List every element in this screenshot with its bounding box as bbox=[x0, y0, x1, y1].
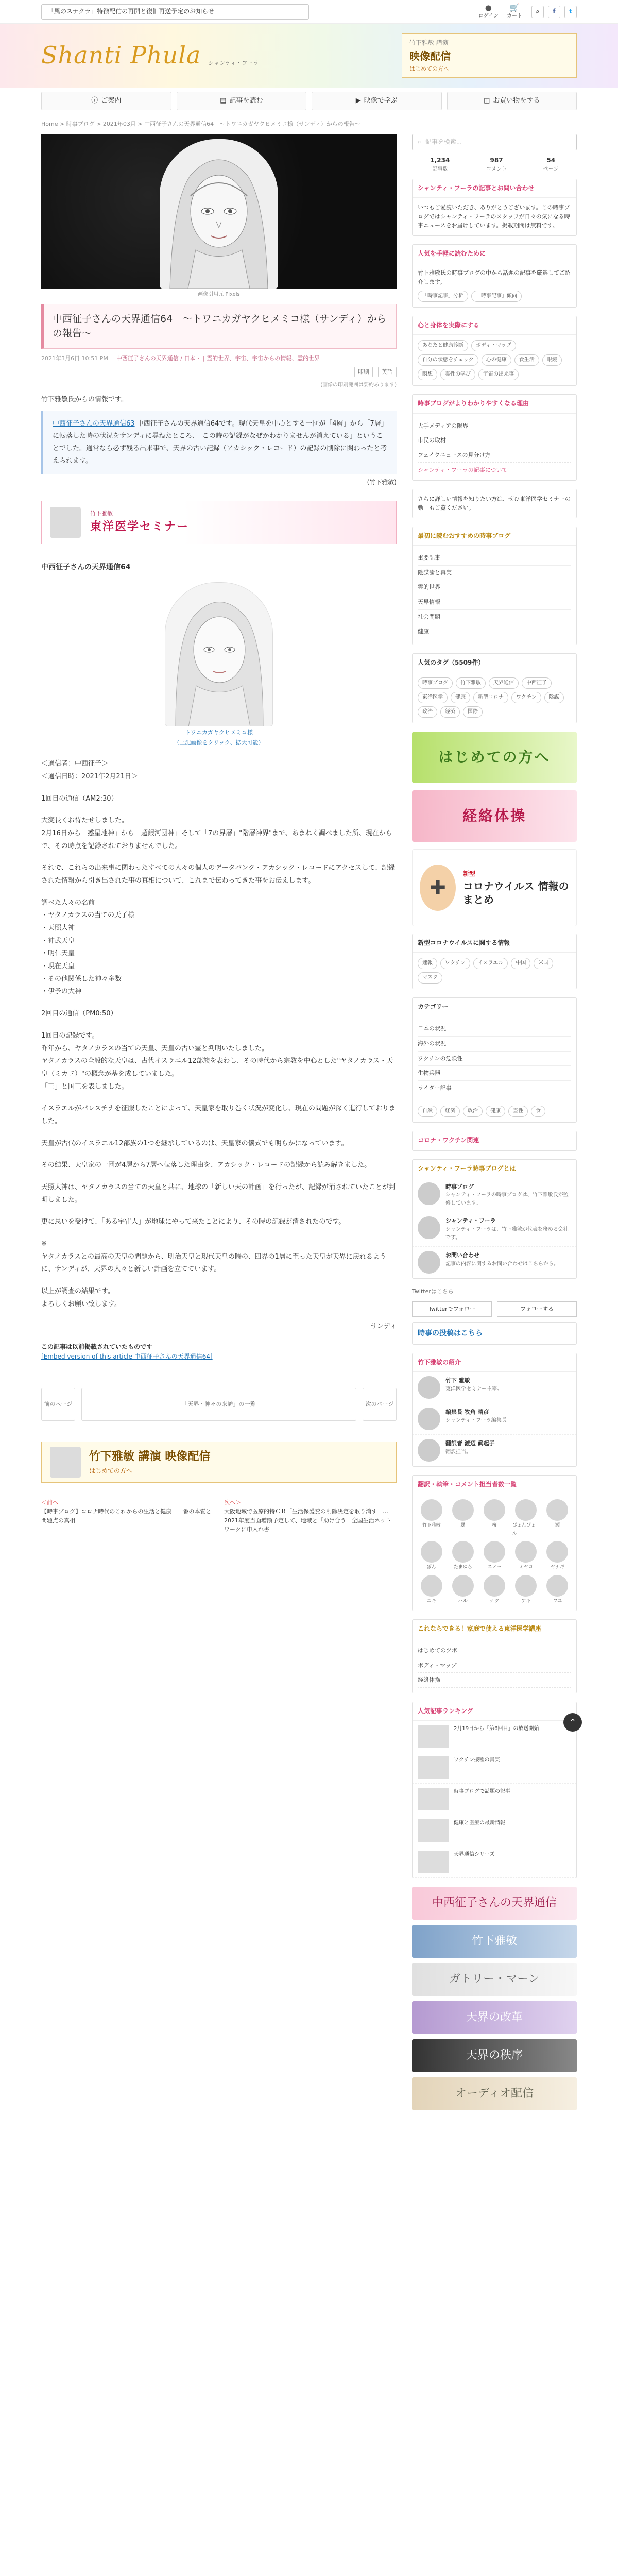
pager bbox=[41, 1388, 397, 1421]
twitter-title: Twitterはこちら bbox=[412, 1287, 454, 1295]
tag-chip[interactable]: 天界通信 bbox=[489, 677, 519, 689]
site-stats: 1,234 記事数 987 コメント 54 ページ bbox=[430, 156, 559, 172]
prev-page-button[interactable]: 前のページ bbox=[41, 1388, 75, 1421]
user-icon: ● bbox=[485, 3, 492, 12]
next-article-link[interactable]: 次へ＞ 大阪地域で医療的特ＣＲ「生活保護費の削除決定を取り消す」…2021年度当面増額予定して、地域と「助け合う」全国生活ネットワークに申入れ書 bbox=[224, 1499, 391, 1533]
feature-item[interactable]: フェイクニュースの見分け方 bbox=[418, 448, 571, 463]
font-button[interactable]: 英語 bbox=[378, 367, 397, 377]
source-block bbox=[41, 1342, 397, 1362]
cat2-item[interactable]: 生物兵器 bbox=[418, 1066, 571, 1081]
author-item[interactable]: 編集長 牧角 晴彦 シャンティ・フーラ編集長。 bbox=[413, 1403, 576, 1435]
covid-tag[interactable]: 速報 bbox=[418, 958, 437, 969]
follow-button[interactable]: フォローする bbox=[497, 1301, 577, 1317]
kokoro-chip[interactable]: 心の健康 bbox=[482, 354, 511, 366]
bottom-banner[interactable]: 竹下雅敏 bbox=[412, 1925, 577, 1958]
cat-item[interactable]: 天界情報 bbox=[418, 595, 571, 610]
search-icon: ⌕ bbox=[418, 138, 421, 145]
popular-item[interactable]: ワクチン接種の真実 bbox=[413, 1752, 576, 1784]
cat2-item[interactable]: ワクチンの危険性 bbox=[418, 1052, 571, 1066]
article-categories[interactable]: 中西征子さんの天界通信 / 日本・ | 霊的世界、宇宙、宇宙からの情報、霊的世界 bbox=[116, 354, 320, 362]
writer-item[interactable]: 瀬 bbox=[544, 1499, 571, 1537]
quote-link[interactable]: 中西征子さんの天界通信63 bbox=[53, 419, 135, 428]
writer-item[interactable]: アキ bbox=[512, 1575, 540, 1605]
seminar-photo bbox=[50, 507, 81, 538]
tag-chip[interactable]: 政治 bbox=[418, 706, 437, 718]
kokoro-chip[interactable]: 宇宙の出来事 bbox=[478, 369, 519, 380]
info-icon: ⓘ bbox=[91, 96, 98, 105]
topbar bbox=[0, 0, 618, 24]
body-paragraph: 更に思いを受けて、「ある宇宙人」が地球にやって来たことにより、その時の記録が消されたのです。 bbox=[41, 1218, 346, 1226]
search-input[interactable]: ⌕ 記事を検索... bbox=[412, 134, 577, 150]
writer-item[interactable]: ぽん bbox=[418, 1541, 445, 1571]
official-thumb bbox=[418, 1182, 440, 1205]
article-tools bbox=[41, 367, 397, 377]
keiraku-banner[interactable]: 経絡体操 bbox=[412, 790, 577, 842]
covid-tag[interactable]: マスク bbox=[418, 972, 442, 984]
kokoro-chip[interactable]: あなたと健康診断 bbox=[418, 340, 468, 351]
article-title-box bbox=[41, 304, 397, 349]
covid-tag[interactable]: 中国 bbox=[511, 958, 530, 969]
final-sign: サンディ bbox=[370, 1322, 397, 1330]
cat-box: 最初に読むおすすめの時事ブログ 重要記事 陰謀論と真実 霊的世界 天界情報 社会問題 健康 bbox=[412, 527, 577, 645]
writers-box: 翻訳・執筆・コメント担当者数一覧 竹下雅敏 翠 桜 ぴょんぴょん 瀬 ぽん たまゆら スノー ミヤコ ヤナギ ユキ ハル ナツ アキ フユ bbox=[412, 1475, 577, 1611]
section-title: 中西征子さんの天界通信64 bbox=[41, 563, 131, 571]
cat2-tag[interactable]: 経済 bbox=[440, 1106, 460, 1117]
tag-chip[interactable]: 竹下雅敏 bbox=[456, 677, 486, 689]
article-title: 中西征子さんの天界通信64 〜トワニカガヤクヒメミコ様（サンディ）からの報告〜 bbox=[53, 313, 387, 340]
body-paragraph: 天皇が古代のイスラエル12部族の1つを継承しているのは、天皇家の儀式でも明らかになっています。 bbox=[41, 1139, 348, 1147]
body-paragraph: 調べた人々の名前 ・ヤタノカラスの当ての天子様 ・天照大神 ・神武天皇 ・明仁天皇 ・現在天皇 ・その他関係した神々多数 ・伊予の大神 bbox=[41, 899, 134, 996]
feature-item[interactable]: 市民の取材 bbox=[418, 433, 571, 448]
writer-item[interactable]: 竹下雅敏 bbox=[418, 1499, 445, 1537]
avatar bbox=[418, 1376, 440, 1399]
tag-chip[interactable]: 健康 bbox=[451, 692, 470, 703]
popular-box: 人気記事ランキング 2月19日から「第6回目」の放送開始 ワクチン接種の真実 時事ブログで話題の記事 健康と医療の最新情報 天界通信シリーズ bbox=[412, 1702, 577, 1878]
body-paragraph: 1回目の記録です。 昨年から、ヤタノカラスの当ての天皇、天皇の古い霊と判明いたしました。 ヤタノカラスの全般的な天皇は、古代イスラエル12部族を表わし、その時代から宗教を中心とした"ヤタノカラス・天皇（ミカド）"の概念が基を成していました。 「王」と国王を表しました。 bbox=[41, 1031, 393, 1091]
twitter-follow-button[interactable]: Twitterでフォロー bbox=[412, 1301, 492, 1317]
source-link[interactable]: [Embed version of this article 中西征子さんの天界通信64] bbox=[41, 1353, 213, 1361]
kokoro-chip[interactable]: 瞑想 bbox=[418, 369, 437, 380]
recommend-chip[interactable]: 「時事記事」分析 bbox=[418, 291, 468, 302]
tag-chip[interactable]: 国際 bbox=[463, 706, 483, 718]
covid-box: 新型コロナウイルスに関する情報 速報 ワクチン イスラエル 中国 米国 マスク bbox=[412, 934, 577, 989]
covid-tag[interactable]: ワクチン bbox=[440, 958, 470, 969]
official-thumb bbox=[418, 1251, 440, 1274]
writer-item[interactable]: スノー bbox=[480, 1541, 508, 1571]
notice-bar[interactable]: 「風のスナクラ」特徴配信の再開と復旧再送予定のお知らせ bbox=[41, 4, 309, 19]
writer-item[interactable]: フユ bbox=[544, 1575, 571, 1605]
hero-image bbox=[41, 134, 397, 289]
article-lead: 竹下雅敏氏からの情報です。 bbox=[41, 395, 128, 403]
avatar bbox=[418, 1408, 440, 1430]
tag-chip[interactable]: 時事ブログ bbox=[418, 677, 453, 689]
author-item[interactable]: 竹下 雅敏 東洋医学セミナー主宰。 bbox=[413, 1372, 576, 1403]
book-icon: ▤ bbox=[220, 96, 227, 105]
bottom-banner[interactable]: ガトリー・マーン bbox=[412, 1963, 577, 1996]
covid-banner[interactable]: ✚ 新型 コロナウイルス 情報のまとめ bbox=[412, 849, 577, 926]
article-date: 2021年3月6日 10:51 PM bbox=[41, 354, 108, 362]
search-icon[interactable]: ⌕ bbox=[531, 6, 544, 18]
cat2-tag[interactable]: 健康 bbox=[486, 1106, 505, 1117]
hero-caption: 画像引用元 Pixels bbox=[198, 291, 240, 297]
print-button[interactable]: 印刷 bbox=[354, 367, 373, 377]
official-item[interactable]: シャンティ・フーラ シャンティ・フーラは、竹下雅敏が代表を務める会社です。 bbox=[413, 1212, 576, 1247]
official-box: シャンティ・フーラ時事ブログとは 時事ブログ シャンティ・フーラの時事ブログは、竹下雅敏氏が監修しています。 シャンティ・フーラ シャンティ・フーラは、竹下雅敏が代表を務める会社です。 お問い合わせ 記事の内容に関するお問い合わせはこちらから。 bbox=[412, 1159, 577, 1279]
shanti-note[interactable]: シャンティ・フーラの記事について bbox=[418, 467, 508, 474]
chevron-up-icon: ⌃ bbox=[569, 1717, 576, 1727]
seminar-banner[interactable]: 竹下雅敏 東洋医学セミナー bbox=[41, 501, 397, 544]
cat-item[interactable]: 霊的世界 bbox=[418, 580, 571, 595]
kokoro-chip[interactable]: 自分の状態をチェック bbox=[418, 354, 478, 366]
cat2-item[interactable]: ライダー記事 bbox=[418, 1081, 571, 1096]
bottom-banner[interactable]: 天界の改革 bbox=[412, 2001, 577, 2034]
cat2-tag[interactable]: 政治 bbox=[463, 1106, 483, 1117]
cat-item[interactable]: 重要記事 bbox=[418, 551, 571, 566]
article-meta bbox=[41, 354, 397, 363]
kokoro-chip[interactable]: 眼鏡 bbox=[542, 354, 562, 366]
editor-quote bbox=[41, 411, 397, 474]
recommend-chip[interactable]: 「時事記事」傾向 bbox=[471, 291, 522, 302]
prev-article-link[interactable]: ＜前へ 【時事ブログ】コロナ時代のこれからの生活と健康 一番の本質と問題点の真相 bbox=[41, 1499, 212, 1524]
body-paragraph: 2回目の通信（PM0:50） bbox=[41, 1010, 117, 1018]
shop-icon: ◫ bbox=[484, 96, 490, 105]
quote-sign: (竹下雅敏) bbox=[367, 478, 397, 486]
list-page-button[interactable]: 「天界・神々の来訪」の一覧 bbox=[81, 1388, 356, 1421]
recommend-box: 人気を手軽に読むために 竹下雅敏氏の時事ブログの中から話題の記事を厳選してご紹介します。 「時事記事」分析 「時事記事」傾向 bbox=[412, 244, 577, 308]
article-figure bbox=[41, 582, 397, 747]
article-column bbox=[41, 134, 397, 1534]
body-paragraph: それで、これらの出来事に関わったすべての人々の個人のデータバンク・アカシック・レコードにアクセスして、記録された情報から引き出された事の真相について、これまで伝わってきた事をお伝えします。 bbox=[41, 864, 395, 885]
writer-item[interactable]: ユキ bbox=[418, 1575, 445, 1605]
main-nav bbox=[0, 88, 618, 114]
cat-item[interactable]: 社会問題 bbox=[418, 610, 571, 625]
tag-chip[interactable]: 新型コロナ bbox=[473, 692, 508, 703]
body-paragraph: その結果、天皇家の一団が4層から7層へ転落した理由を、アカシック・レコードの記録から読み解きました。 bbox=[41, 1161, 371, 1170]
intro-box: シャンティ・フーラの記事とお問い合わせ いつもご愛読いただき、ありがとうございます。この時事ブログではシャンティ・フーラのスタッフが日々の気になる時事ニュースをお届けしています。掲載期間は無料です。 bbox=[412, 179, 577, 236]
beginners-banner[interactable]: はじめての方へ bbox=[412, 732, 577, 783]
body-paragraph: ＜通信者：中西征子＞ ＜通信日時：2021年2月21日＞ bbox=[41, 760, 138, 781]
bottom-banner[interactable]: 中西征子さんの天界通信 bbox=[412, 1887, 577, 1920]
official-item[interactable]: 時事ブログ シャンティ・フーラの時事ブログは、竹下雅敏氏が監修しています。 bbox=[413, 1178, 576, 1213]
kokoro-chip[interactable]: ボディ・マップ bbox=[471, 340, 516, 351]
dvd-item[interactable]: 経絡体操 bbox=[418, 1673, 571, 1688]
notice-box: さらに詳しい情報を知りたい方は、ぜひ東洋医学セミナーの動画もご覧ください。 bbox=[412, 489, 577, 518]
tag-chip[interactable]: ワクチン bbox=[511, 692, 541, 703]
next-page-button[interactable]: 次のページ bbox=[363, 1388, 397, 1421]
official-thumb bbox=[418, 1216, 440, 1239]
figure-image[interactable] bbox=[165, 582, 273, 726]
header-banner[interactable]: 竹下雅敏 講演 映像配信 はじめての方へ bbox=[402, 33, 577, 78]
features-box: 時事ブログがよりわかりやすくなる理由 大手メディアの限界 市民の取材 フェイクニュースの見分け方 シャンティ・フーラの記事について bbox=[412, 394, 577, 481]
kokoro-chip[interactable]: 食生活 bbox=[514, 354, 539, 366]
writer-item[interactable]: 桜 bbox=[480, 1499, 508, 1537]
cart-icon: 🛒 bbox=[509, 3, 520, 12]
author-item[interactable]: 翻訳者 渡辺 眞起子 翻訳担当。 bbox=[413, 1435, 576, 1466]
popular-item[interactable]: 天界通信シリーズ bbox=[413, 1846, 576, 1878]
kokoro-box: 心と身体を実際にする あなたと健康診断 ボディ・マップ 自分の状態をチェック 心の健康 食生活 眼鏡 瞑想 霊性の学び 宇宙の出来事 bbox=[412, 316, 577, 386]
article-body bbox=[41, 758, 397, 1333]
video-icon: ▶ bbox=[355, 96, 361, 105]
writer-item[interactable]: ヤナギ bbox=[544, 1541, 571, 1571]
cat2-tag[interactable]: 食 bbox=[531, 1106, 545, 1117]
cat2-tag[interactable]: 自然 bbox=[418, 1106, 437, 1117]
dvd-item[interactable]: はじめてのツボ bbox=[418, 1643, 571, 1658]
body-paragraph: ※ ヤタノカラスとの最高の天皇の問題から、明治天皇と現代天皇の時の、四界の1層に至った天皇が天界に戻れるように、サンディが、天界の人々と新しい計画を立てています。 bbox=[41, 1240, 386, 1274]
sidebar bbox=[412, 134, 577, 2115]
tag-box: 人気のタグ（5509件） 時事ブログ 竹下雅敏 天界通信 中西征子 東洋医学 健康 新型コロナ ワクチン 陰謀 政治 経済 国際 bbox=[412, 653, 577, 723]
writer-item[interactable]: ぴょんぴょん bbox=[512, 1499, 540, 1537]
scroll-top-button[interactable] bbox=[563, 1713, 582, 1732]
tag-chip[interactable]: 東洋医学 bbox=[418, 692, 448, 703]
popular-item[interactable]: 2月19日から「第6回目」の放送開始 bbox=[413, 1721, 576, 1752]
covid-tag[interactable]: イスラエル bbox=[473, 958, 508, 969]
quote-text: 中西征子さんの天界通信64です。現代天皇を中心とする一団が「4層」から「7層」に転落した時の状況をサンディに尋ねたところ、「この時の記録がなぜかわかりませんが消えている」ということでした。通常なら必ず残る出来事で、天界の古い記録（アカシック・レコード）の記録の削除に関わったと考えられます。 bbox=[53, 419, 387, 465]
avatar bbox=[418, 1439, 440, 1462]
bottom-banner[interactable]: 天界の秩序 bbox=[412, 2039, 577, 2072]
nav-guide[interactable]: ⓘ ご案内 bbox=[41, 92, 171, 110]
cat3-box: コロナ・ワクチン関連 bbox=[412, 1131, 577, 1150]
facebook-icon[interactable]: f bbox=[548, 6, 560, 18]
tag-chip[interactable]: 中西征子 bbox=[522, 677, 552, 689]
writer-item[interactable]: たまゆら bbox=[449, 1541, 476, 1571]
figure-caption-2[interactable]: （上記画像をクリック、拡大可能） bbox=[174, 739, 264, 746]
feature-item[interactable]: 大手メディアの限界 bbox=[418, 419, 571, 434]
popular-item[interactable]: 時事ブログで話題の記事 bbox=[413, 1784, 576, 1815]
prev-next-links bbox=[41, 1498, 397, 1534]
dvd-item[interactable]: ボディ・マップ bbox=[418, 1658, 571, 1673]
login-button[interactable]: ● ログイン bbox=[478, 3, 499, 19]
cat2-tag[interactable]: 霊性 bbox=[508, 1106, 528, 1117]
doctor-icon: ✚ bbox=[420, 865, 456, 911]
writer-item[interactable]: ハル bbox=[449, 1575, 476, 1605]
cat-item[interactable]: 健康 bbox=[418, 624, 571, 639]
official-item[interactable]: お問い合わせ 記事の内容に関するお問い合わせはこちらから。 bbox=[413, 1247, 576, 1278]
popular-item[interactable]: 健康と医療の最新情報 bbox=[413, 1815, 576, 1846]
cat-item[interactable]: 陰謀論と真実 bbox=[418, 566, 571, 581]
twitter-icon[interactable]: t bbox=[564, 6, 577, 18]
feed-banner[interactable]: 時事の投稿はこちら bbox=[412, 1322, 577, 1345]
writer-item[interactable]: 翠 bbox=[449, 1499, 476, 1537]
cat2-box: カテゴリー 日本の状況 海外の状況 ワクチンの危険性 生物兵器 ライダー記事 自然 経済 政治 健康 霊性 食 bbox=[412, 997, 577, 1123]
video-banner[interactable]: 竹下雅敏 講演 映像配信 はじめての方へ bbox=[41, 1442, 397, 1483]
print-note: (画像の印刷範囲は要約あります) bbox=[320, 382, 397, 388]
author-box: 竹下雅敏の紹介 竹下 雅敏 東洋医学セミナー主宰。 編集長 牧角 晴彦 シャンティ・フーラ編集長。 翻訳者 渡辺 眞起子 翻訳担当。 bbox=[412, 1353, 577, 1467]
body-paragraph: 大変長くお待たせしました。 2月16日から「惑星地神」から「超銀河団神」そして「7の界層」"階層神界"まで、あまねく調べました所、現在からで、その時点を記録されておりませんでした。 bbox=[41, 817, 392, 850]
breadcrumb[interactable]: Home > 時事ブログ > 2021年03月 > 中西征子さんの天界通信64 〜トワニカガヤクヒメミコ様（サンディ）からの報告〜 bbox=[41, 121, 360, 127]
video-banner-photo bbox=[50, 1447, 81, 1478]
tag-chip[interactable]: 経済 bbox=[440, 706, 460, 718]
dvd-box: これならできる！家庭で使える東洋医学講座 はじめてのツボ ボディ・マップ 経絡体操 bbox=[412, 1619, 577, 1693]
cat2-item[interactable]: 海外の状況 bbox=[418, 1037, 571, 1052]
site-header bbox=[0, 24, 618, 88]
nav-shop[interactable]: ◫ お買い物をする bbox=[447, 92, 577, 110]
follow-buttons bbox=[412, 1301, 577, 1317]
tag-chip[interactable]: 陰謀 bbox=[544, 692, 564, 703]
body-paragraph: イスラエルがパレスチナを征服したことによって、天皇家を取り巻く状況が変化し、現在の問題が深く進行しておりました。 bbox=[41, 1105, 396, 1125]
figure-caption-1[interactable]: トワニカガヤクヒメミコ様 bbox=[185, 729, 253, 736]
nav-read[interactable]: ▤ 記事を読む bbox=[177, 92, 307, 110]
site-logo-sub: シャンティ・フーラ bbox=[208, 60, 259, 67]
portrait-illustration bbox=[160, 139, 278, 289]
cart-button[interactable]: 🛒 カート bbox=[507, 3, 522, 19]
writer-item[interactable]: ナツ bbox=[480, 1575, 508, 1605]
body-paragraph: 1回目の通信（AM2:30） bbox=[41, 794, 118, 803]
source-label: この記事は以前掲載されていたものです bbox=[41, 1343, 153, 1351]
body-paragraph: 天照大神は、ヤタノカラスの当ての天皇と共に、地球の「新しい天の計画」を行ったが、記録が消されていたことが判明しました。 bbox=[41, 1183, 396, 1204]
kokoro-chip[interactable]: 霊性の学び bbox=[440, 369, 475, 380]
covid-tag[interactable]: 米国 bbox=[534, 958, 553, 969]
body-paragraph: 以上が調査の結果です。 よろしくお願い致します。 bbox=[41, 1287, 121, 1308]
writer-item[interactable]: ミヤコ bbox=[512, 1541, 540, 1571]
bottom-banner[interactable]: オーディオ配信 bbox=[412, 2077, 577, 2110]
cat2-item[interactable]: 日本の状況 bbox=[418, 1022, 571, 1037]
nav-video[interactable]: ▶ 映像で学ぶ bbox=[312, 92, 442, 110]
site-logo[interactable]: Shanti Phula bbox=[41, 41, 201, 70]
